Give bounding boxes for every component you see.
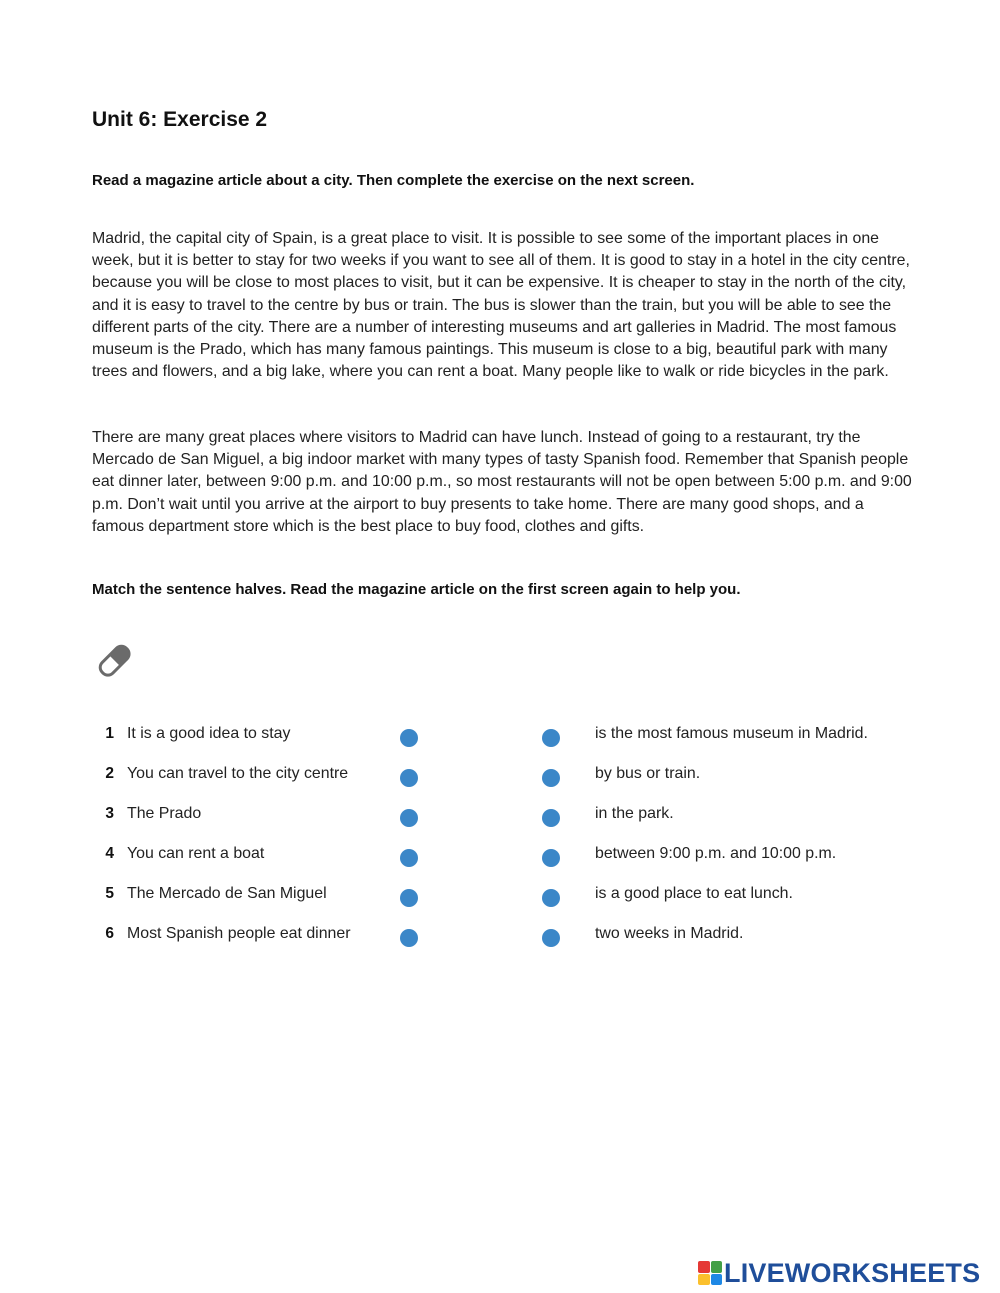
right-sentence-half: is the most famous museum in Madrid.	[595, 725, 868, 742]
left-match-dot[interactable]	[400, 729, 418, 747]
item-number: 4	[105, 845, 114, 862]
liveworksheets-brand	[698, 1258, 980, 1288]
right-match-dot[interactable]	[542, 769, 560, 787]
item-number: 2	[105, 765, 114, 782]
right-match-dot[interactable]	[542, 729, 560, 747]
right-sentence-half: two weeks in Madrid.	[595, 925, 744, 942]
brand-logo-icon	[698, 1261, 722, 1285]
brand-logo-square	[698, 1274, 710, 1286]
right-sentence-half: between 9:00 p.m. and 10:00 p.m.	[595, 845, 837, 862]
left-sentence-half: It is a good idea to stay	[127, 725, 291, 742]
match-row	[0, 755, 1000, 795]
brand-text: LIVEWORKSHEETS	[724, 1257, 981, 1288]
brand-logo-square	[698, 1261, 710, 1273]
left-match-dot[interactable]	[400, 849, 418, 867]
eraser-icon[interactable]	[94, 640, 136, 682]
left-match-dot[interactable]	[400, 889, 418, 907]
brand-logo-square	[711, 1274, 723, 1286]
article-paragraph-1: Madrid, the capital city of Spain, is a great place to visit. It is possible to see some of the important places in one week, but it is better to stay for two weeks if you want to see all of them. It is good to stay in a hotel in the city centre, because you will be close to most places to visit, but it can be expensive. It is cheaper to stay in the north of the city, and it is easy to travel to the centre by bus or train. The bus is slower than the train, but you will be able to see the different parts of the city. There are a number of interesting museums and art galleries in Madrid. The most famous museum is the Prado, which has many famous paintings. This museum is close to a big, beautiful park with many trees and flowers, and a big lake, where you can rent a boat. Many people like to walk or ride bicycles in the park.	[92, 230, 910, 381]
match-row	[0, 715, 1000, 755]
left-match-dot[interactable]	[400, 929, 418, 947]
right-match-dot[interactable]	[542, 889, 560, 907]
article-paragraph-2: There are many great places where visitors to Madrid can have lunch. Instead of going to a restaurant, try the Mercado de San Miguel, a big indoor market with many types of tasty Spanish food. Remember that Spanish people eat dinner later, between 9:00 p.m. and 10:00 p.m., so most restaurants will not be open between 5:00 p.m. and 9:00 p.m. Don’t wait until you arrive at the airport to buy presents to take home. There are many good shops, and a famous department store which is the best place to buy food, clothes and gifts.	[92, 429, 912, 535]
right-sentence-half: in the park.	[595, 805, 674, 822]
reading-instruction: Read a magazine article about a city. Then complete the exercise on the next screen.	[92, 172, 695, 189]
item-number: 6	[105, 925, 114, 942]
right-sentence-half: by bus or train.	[595, 765, 701, 782]
match-row	[0, 875, 1000, 915]
item-number: 3	[105, 805, 114, 822]
right-sentence-half: is a good place to eat lunch.	[595, 885, 793, 902]
match-row	[0, 915, 1000, 955]
right-match-dot[interactable]	[542, 809, 560, 827]
left-sentence-half: Most Spanish people eat dinner	[127, 925, 351, 942]
right-match-dot[interactable]	[542, 849, 560, 867]
left-sentence-half: The Prado	[127, 805, 202, 822]
left-sentence-half: The Mercado de San Miguel	[127, 885, 327, 902]
brand-logo-square	[711, 1261, 723, 1273]
item-number: 1	[105, 725, 114, 742]
right-match-dot[interactable]	[542, 929, 560, 947]
match-row	[0, 795, 1000, 835]
matching-instruction: Match the sentence halves. Read the magazine article on the first screen again to help you.	[92, 581, 741, 598]
item-number: 5	[105, 885, 114, 902]
left-sentence-half: You can travel to the city centre	[127, 765, 349, 782]
left-match-dot[interactable]	[400, 769, 418, 787]
match-row	[0, 835, 1000, 875]
left-sentence-half: You can rent a boat	[127, 845, 265, 862]
left-match-dot[interactable]	[400, 809, 418, 827]
page-title: Unit 6: Exercise 2	[92, 108, 268, 131]
